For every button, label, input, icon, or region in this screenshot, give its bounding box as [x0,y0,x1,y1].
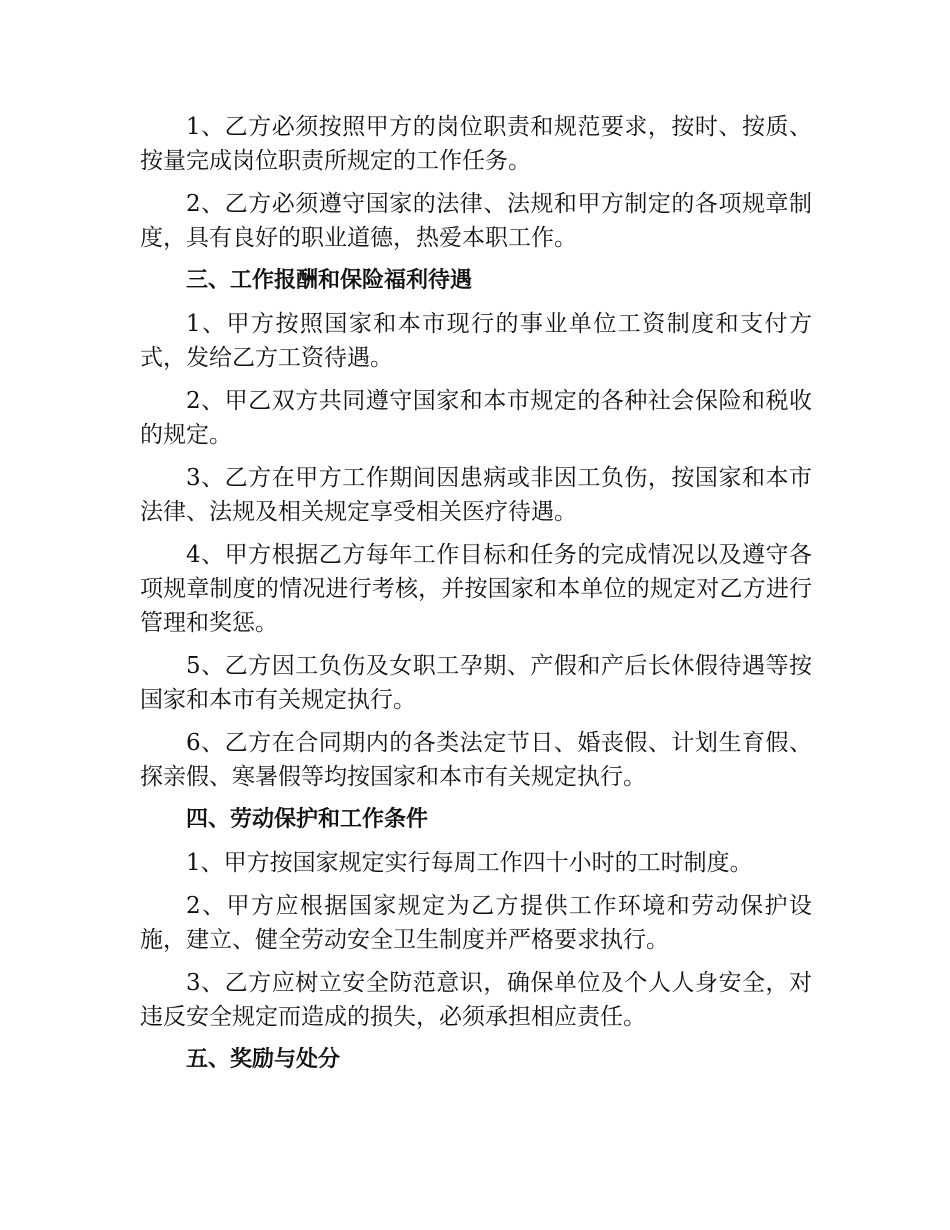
clause-3-item-3: 3、乙方在甲方工作期间因患病或非因工负伤，按国家和本市法律、法规及相关规定享受相关医疗待遇。 [140,465,812,525]
clause-2-item-1: 1、乙方必须按照甲方的岗位职责和规范要求，按时、按质、按量完成岗位职责所规定的工作任务。 [140,114,812,174]
clause-4-item-1: 1、甲方按国家规定实行每周工作四十小时的工时制度。 [186,850,753,876]
section-heading-3: 三、工作报酬和保险福利待遇 [186,268,473,293]
clause-3-item-6: 6、乙方在合同期内的各类法定节日、婚丧假、计划生育假、探亲假、寒暑假等均按国家和本市有关规定执行。 [140,730,812,790]
clause-4-item-3: 3、乙方应树立安全防范意识，确保单位及个人人身安全，对违反安全规定而造成的损失，必须承担相应责任。 [140,970,812,1030]
clause-2-item-2: 2、乙方必须遵守国家的法律、法规和甲方制定的各项规章制度，具有良好的职业道德，热爱本职工作。 [140,191,812,251]
section-heading-5: 五、奖励与处分 [186,1047,341,1072]
section-heading-4: 四、劳动保护和工作条件 [186,807,429,832]
clause-3-item-4: 4、甲方根据乙方每年工作目标和任务的完成情况以及遵守各项规章制度的情况进行考核，并按国家和本单位的规定对乙方进行管理和奖惩。 [140,542,812,636]
clause-3-item-5: 5、乙方因工负伤及女职工孕期、产假和产后长休假待遇等按国家和本市有关规定执行。 [140,653,812,713]
document-body [140,110,812,1086]
clause-3-item-2: 2、甲乙双方共同遵守国家和本市规定的各种社会保险和税收的规定。 [140,388,812,448]
clause-4-item-2: 2、甲方应根据国家规定为乙方提供工作环境和劳动保护设施，建立、健全劳动安全卫生制度并严格要求执行。 [140,893,812,953]
clause-3-item-1: 1、甲方按照国家和本市现行的事业单位工资制度和支付方式，发给乙方工资待遇。 [140,311,812,371]
